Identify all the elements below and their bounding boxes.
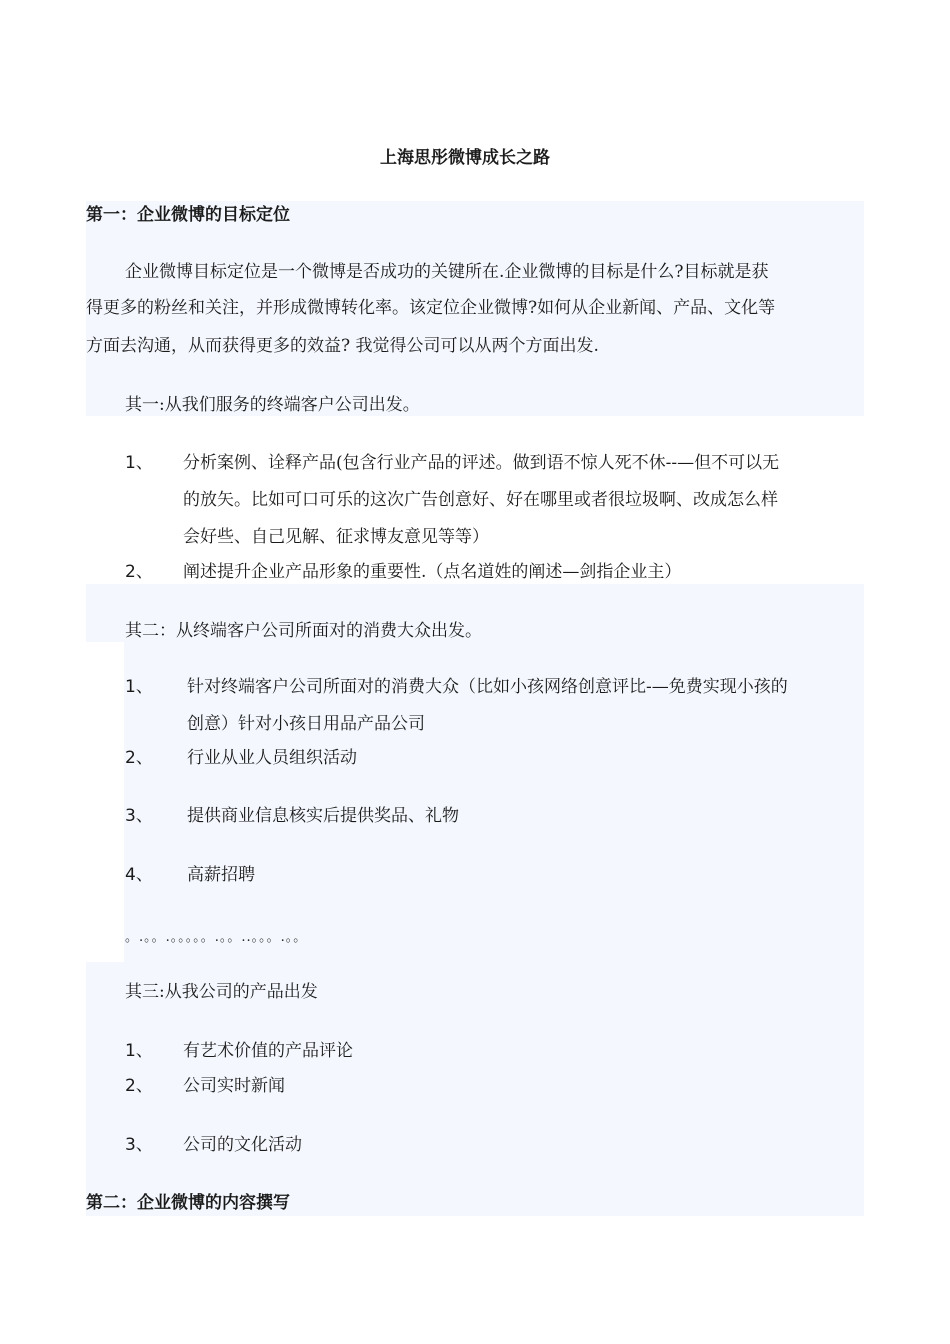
sub3-item-1-number: 1、: [125, 1041, 153, 1061]
sub2-heading: 其二：从终端客户公司所面对的消费大众出发。: [125, 621, 482, 641]
sub1-item-1-number: 1、: [125, 453, 153, 473]
sub1-item-2-line-1: 阐述提升企业产品形象的重要性.（点名道姓的阐述—剑指企业主）: [183, 562, 682, 582]
sub2-item-3-number: 3、: [125, 806, 153, 826]
sub3-item-3-number: 3、: [125, 1135, 153, 1155]
sub2-item-1-line-1: 针对终端客户公司所面对的消费大众（比如小孩网络创意评比-—免费实现小孩的: [187, 677, 788, 697]
sub2-item-4-line-1: 高薪招聘: [187, 865, 255, 885]
section1-heading: 第一：企业微博的目标定位: [86, 205, 290, 225]
document-title: 上海思彤微博成长之路: [380, 148, 550, 168]
sub2-item-4-number: 4、: [125, 865, 153, 885]
ellipsis-line: 。.。。.。。。。。.。。..。。。.。。: [125, 930, 308, 945]
section1-para-line-3: 方面去沟通，从而获得更多的效益? 我觉得公司可以从两个方面出发.: [86, 336, 599, 356]
sub1-item-1-line-2: 的放矢。比如可口可乐的这次广告创意好、好在哪里或者很垃圾啊、改成怎么样: [183, 490, 778, 510]
sub1-item-1-line-1: 分析案例、诠释产品(包含行业产品的评述。做到语不惊人死不休--—但不可以无: [183, 453, 780, 473]
section1-para-line-2: 得更多的粉丝和关注，并形成微博转化率。该定位企业微博?如何从企业新闻、产品、文化等: [86, 298, 776, 318]
sub2-item-2-number: 2、: [125, 748, 153, 768]
sub1-heading: 其一:从我们服务的终端客户公司出发。: [125, 395, 420, 415]
sub1-item-1-line-3: 会好些、自己见解、征求博友意见等等）: [183, 527, 489, 547]
sub3-item-1-line-1: 有艺术价值的产品评论: [183, 1041, 353, 1061]
sub3-heading: 其三:从我公司的产品出发: [125, 982, 318, 1002]
sub2-item-3-line-1: 提供商业信息核实后提供奖品、礼物: [187, 806, 459, 826]
sub3-item-3-line-1: 公司的文化活动: [183, 1135, 302, 1155]
sub3-item-2-line-1: 公司实时新闻: [183, 1076, 285, 1096]
sub2-item-1-line-2: 创意）针对小孩日用品产品公司: [187, 714, 425, 734]
section1-para-line-1: 企业微博目标定位是一个微博是否成功的关键所在.企业微博的目标是什么?目标就是获: [125, 262, 769, 282]
sub1-item-2-number: 2、: [125, 562, 153, 582]
section2-heading: 第二：企业微博的内容撰写: [86, 1193, 290, 1213]
sub2-item-1-number: 1、: [125, 677, 153, 697]
sub2-item-2-line-1: 行业从业人员组织活动: [187, 748, 357, 768]
sub3-item-2-number: 2、: [125, 1076, 153, 1096]
